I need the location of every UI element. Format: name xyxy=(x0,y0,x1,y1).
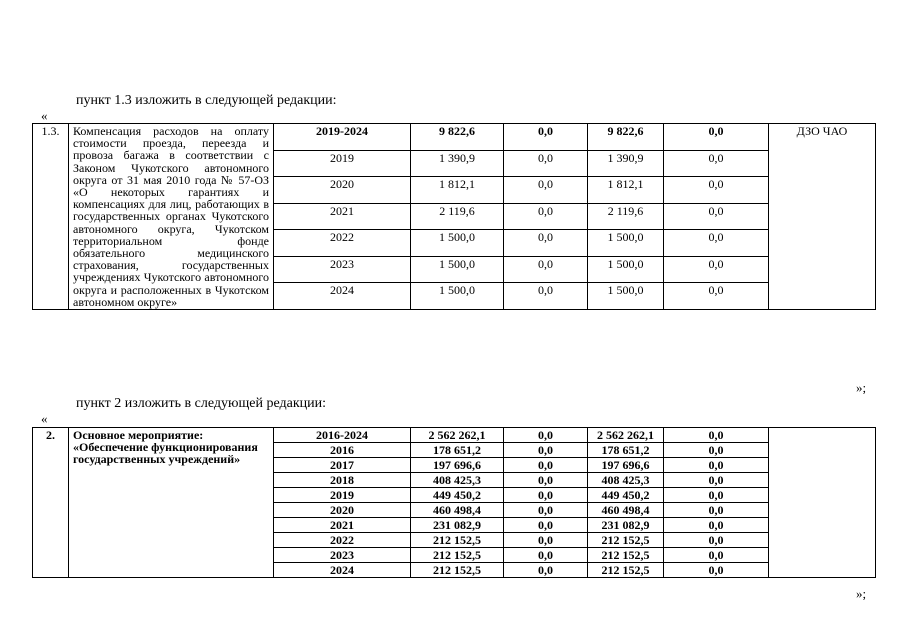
value-cell: 0,0 xyxy=(504,177,588,204)
total-cell: 2 562 262,1 xyxy=(411,428,504,443)
total-cell: 2 119,6 xyxy=(411,203,504,230)
value-cell: 0,0 xyxy=(664,283,769,310)
table-row xyxy=(33,428,876,443)
value-cell: 0,0 xyxy=(664,488,769,503)
value-cell: 231 082,9 xyxy=(588,518,664,533)
value-cell: 0,0 xyxy=(504,533,588,548)
value-cell: 0,0 xyxy=(664,256,769,283)
value-cell: 0,0 xyxy=(664,563,769,578)
value-cell: 9 822,6 xyxy=(588,124,664,151)
value-cell: 0,0 xyxy=(504,458,588,473)
total-cell: 408 425,3 xyxy=(411,473,504,488)
year-cell: 2022 xyxy=(274,533,411,548)
item-description: Компенсация расходов на оплату стоимости проезда, переезда и провоза багажа в соответствии с Законом Чукотского автономного округа от 31 мая 2010 года № 57-ОЗ «О некоторых гарантиях и компенсациях для лиц, работающих в государственных органах Чукотского автономного округа, Чукотском территориальном фонде обязательного медицинского страхования, государственных учреждениях Чукотского автономного округа и расположенных в Чукотском автономном округе» xyxy=(69,124,274,310)
value-cell: 197 696,6 xyxy=(588,458,664,473)
value-cell: 1 500,0 xyxy=(588,230,664,257)
value-cell: 1 812,1 xyxy=(588,177,664,204)
value-cell: 0,0 xyxy=(504,473,588,488)
value-cell: 0,0 xyxy=(504,203,588,230)
table-row xyxy=(33,124,876,151)
value-cell: 408 425,3 xyxy=(588,473,664,488)
total-cell: 178 651,2 xyxy=(411,443,504,458)
total-cell: 1 812,1 xyxy=(411,177,504,204)
year-cell: 2021 xyxy=(274,518,411,533)
value-cell: 0,0 xyxy=(664,124,769,151)
value-cell: 1 500,0 xyxy=(588,283,664,310)
section2-open-quote: « xyxy=(41,411,48,426)
value-cell: 0,0 xyxy=(504,283,588,310)
value-cell: 0,0 xyxy=(504,488,588,503)
year-cell: 2020 xyxy=(274,503,411,518)
value-cell: 212 152,5 xyxy=(588,548,664,563)
item-number: 2. xyxy=(33,428,69,578)
total-cell: 449 450,2 xyxy=(411,488,504,503)
year-cell: 2016-2024 xyxy=(274,428,411,443)
item-number: 1.3. xyxy=(33,124,69,310)
value-cell: 0,0 xyxy=(504,563,588,578)
value-cell: 0,0 xyxy=(664,230,769,257)
value-cell: 0,0 xyxy=(664,518,769,533)
value-cell: 1 500,0 xyxy=(588,256,664,283)
value-cell: 0,0 xyxy=(504,428,588,443)
value-cell: 0,0 xyxy=(504,518,588,533)
year-cell: 2022 xyxy=(274,230,411,257)
value-cell: 212 152,5 xyxy=(588,533,664,548)
value-cell: 212 152,5 xyxy=(588,563,664,578)
table-item-1-3 xyxy=(32,123,876,310)
year-cell: 2016 xyxy=(274,443,411,458)
section1-close-quote: »; xyxy=(856,380,867,395)
year-cell: 2024 xyxy=(274,563,411,578)
year-cell: 2019 xyxy=(274,150,411,177)
section2-close-quote: »; xyxy=(856,586,867,601)
table-item-2 xyxy=(32,427,876,578)
value-cell: 460 498,4 xyxy=(588,503,664,518)
value-cell: 0,0 xyxy=(504,124,588,151)
value-cell: 0,0 xyxy=(504,443,588,458)
value-cell: 2 562 262,1 xyxy=(588,428,664,443)
year-cell: 2023 xyxy=(274,548,411,563)
total-cell: 1 500,0 xyxy=(411,256,504,283)
item-executor: ДЗО ЧАО xyxy=(769,124,876,310)
item-description: Основное мероприятие: «Обеспечение функционирования государственных учреждений» xyxy=(69,428,274,578)
total-cell: 1 500,0 xyxy=(411,230,504,257)
value-cell: 0,0 xyxy=(664,203,769,230)
value-cell: 0,0 xyxy=(664,548,769,563)
section1-intro: пункт 1.3 изложить в следующей редакции: xyxy=(76,93,337,108)
year-cell: 2019-2024 xyxy=(274,124,411,151)
total-cell: 460 498,4 xyxy=(411,503,504,518)
value-cell: 0,0 xyxy=(664,443,769,458)
value-cell: 0,0 xyxy=(664,533,769,548)
year-cell: 2024 xyxy=(274,283,411,310)
value-cell: 0,0 xyxy=(504,230,588,257)
total-cell: 212 152,5 xyxy=(411,563,504,578)
value-cell: 0,0 xyxy=(504,503,588,518)
value-cell: 1 390,9 xyxy=(588,150,664,177)
section2-intro: пункт 2 изложить в следующей редакции: xyxy=(76,396,326,411)
value-cell: 0,0 xyxy=(664,473,769,488)
value-cell: 2 119,6 xyxy=(588,203,664,230)
total-cell: 212 152,5 xyxy=(411,533,504,548)
total-cell: 1 390,9 xyxy=(411,150,504,177)
year-cell: 2023 xyxy=(274,256,411,283)
value-cell: 0,0 xyxy=(664,458,769,473)
value-cell: 449 450,2 xyxy=(588,488,664,503)
year-cell: 2020 xyxy=(274,177,411,204)
value-cell: 178 651,2 xyxy=(588,443,664,458)
total-cell: 212 152,5 xyxy=(411,548,504,563)
total-cell: 9 822,6 xyxy=(411,124,504,151)
year-cell: 2019 xyxy=(274,488,411,503)
value-cell: 0,0 xyxy=(504,150,588,177)
value-cell: 0,0 xyxy=(664,177,769,204)
value-cell: 0,0 xyxy=(664,503,769,518)
year-cell: 2018 xyxy=(274,473,411,488)
value-cell: 0,0 xyxy=(504,256,588,283)
value-cell: 0,0 xyxy=(664,150,769,177)
year-cell: 2017 xyxy=(274,458,411,473)
value-cell: 0,0 xyxy=(504,548,588,563)
total-cell: 231 082,9 xyxy=(411,518,504,533)
value-cell: 0,0 xyxy=(664,428,769,443)
year-cell: 2021 xyxy=(274,203,411,230)
total-cell: 1 500,0 xyxy=(411,283,504,310)
table-1-body xyxy=(33,124,876,310)
item-executor xyxy=(769,428,876,578)
section1-open-quote: « xyxy=(41,108,48,123)
total-cell: 197 696,6 xyxy=(411,458,504,473)
table-2-body xyxy=(33,428,876,578)
